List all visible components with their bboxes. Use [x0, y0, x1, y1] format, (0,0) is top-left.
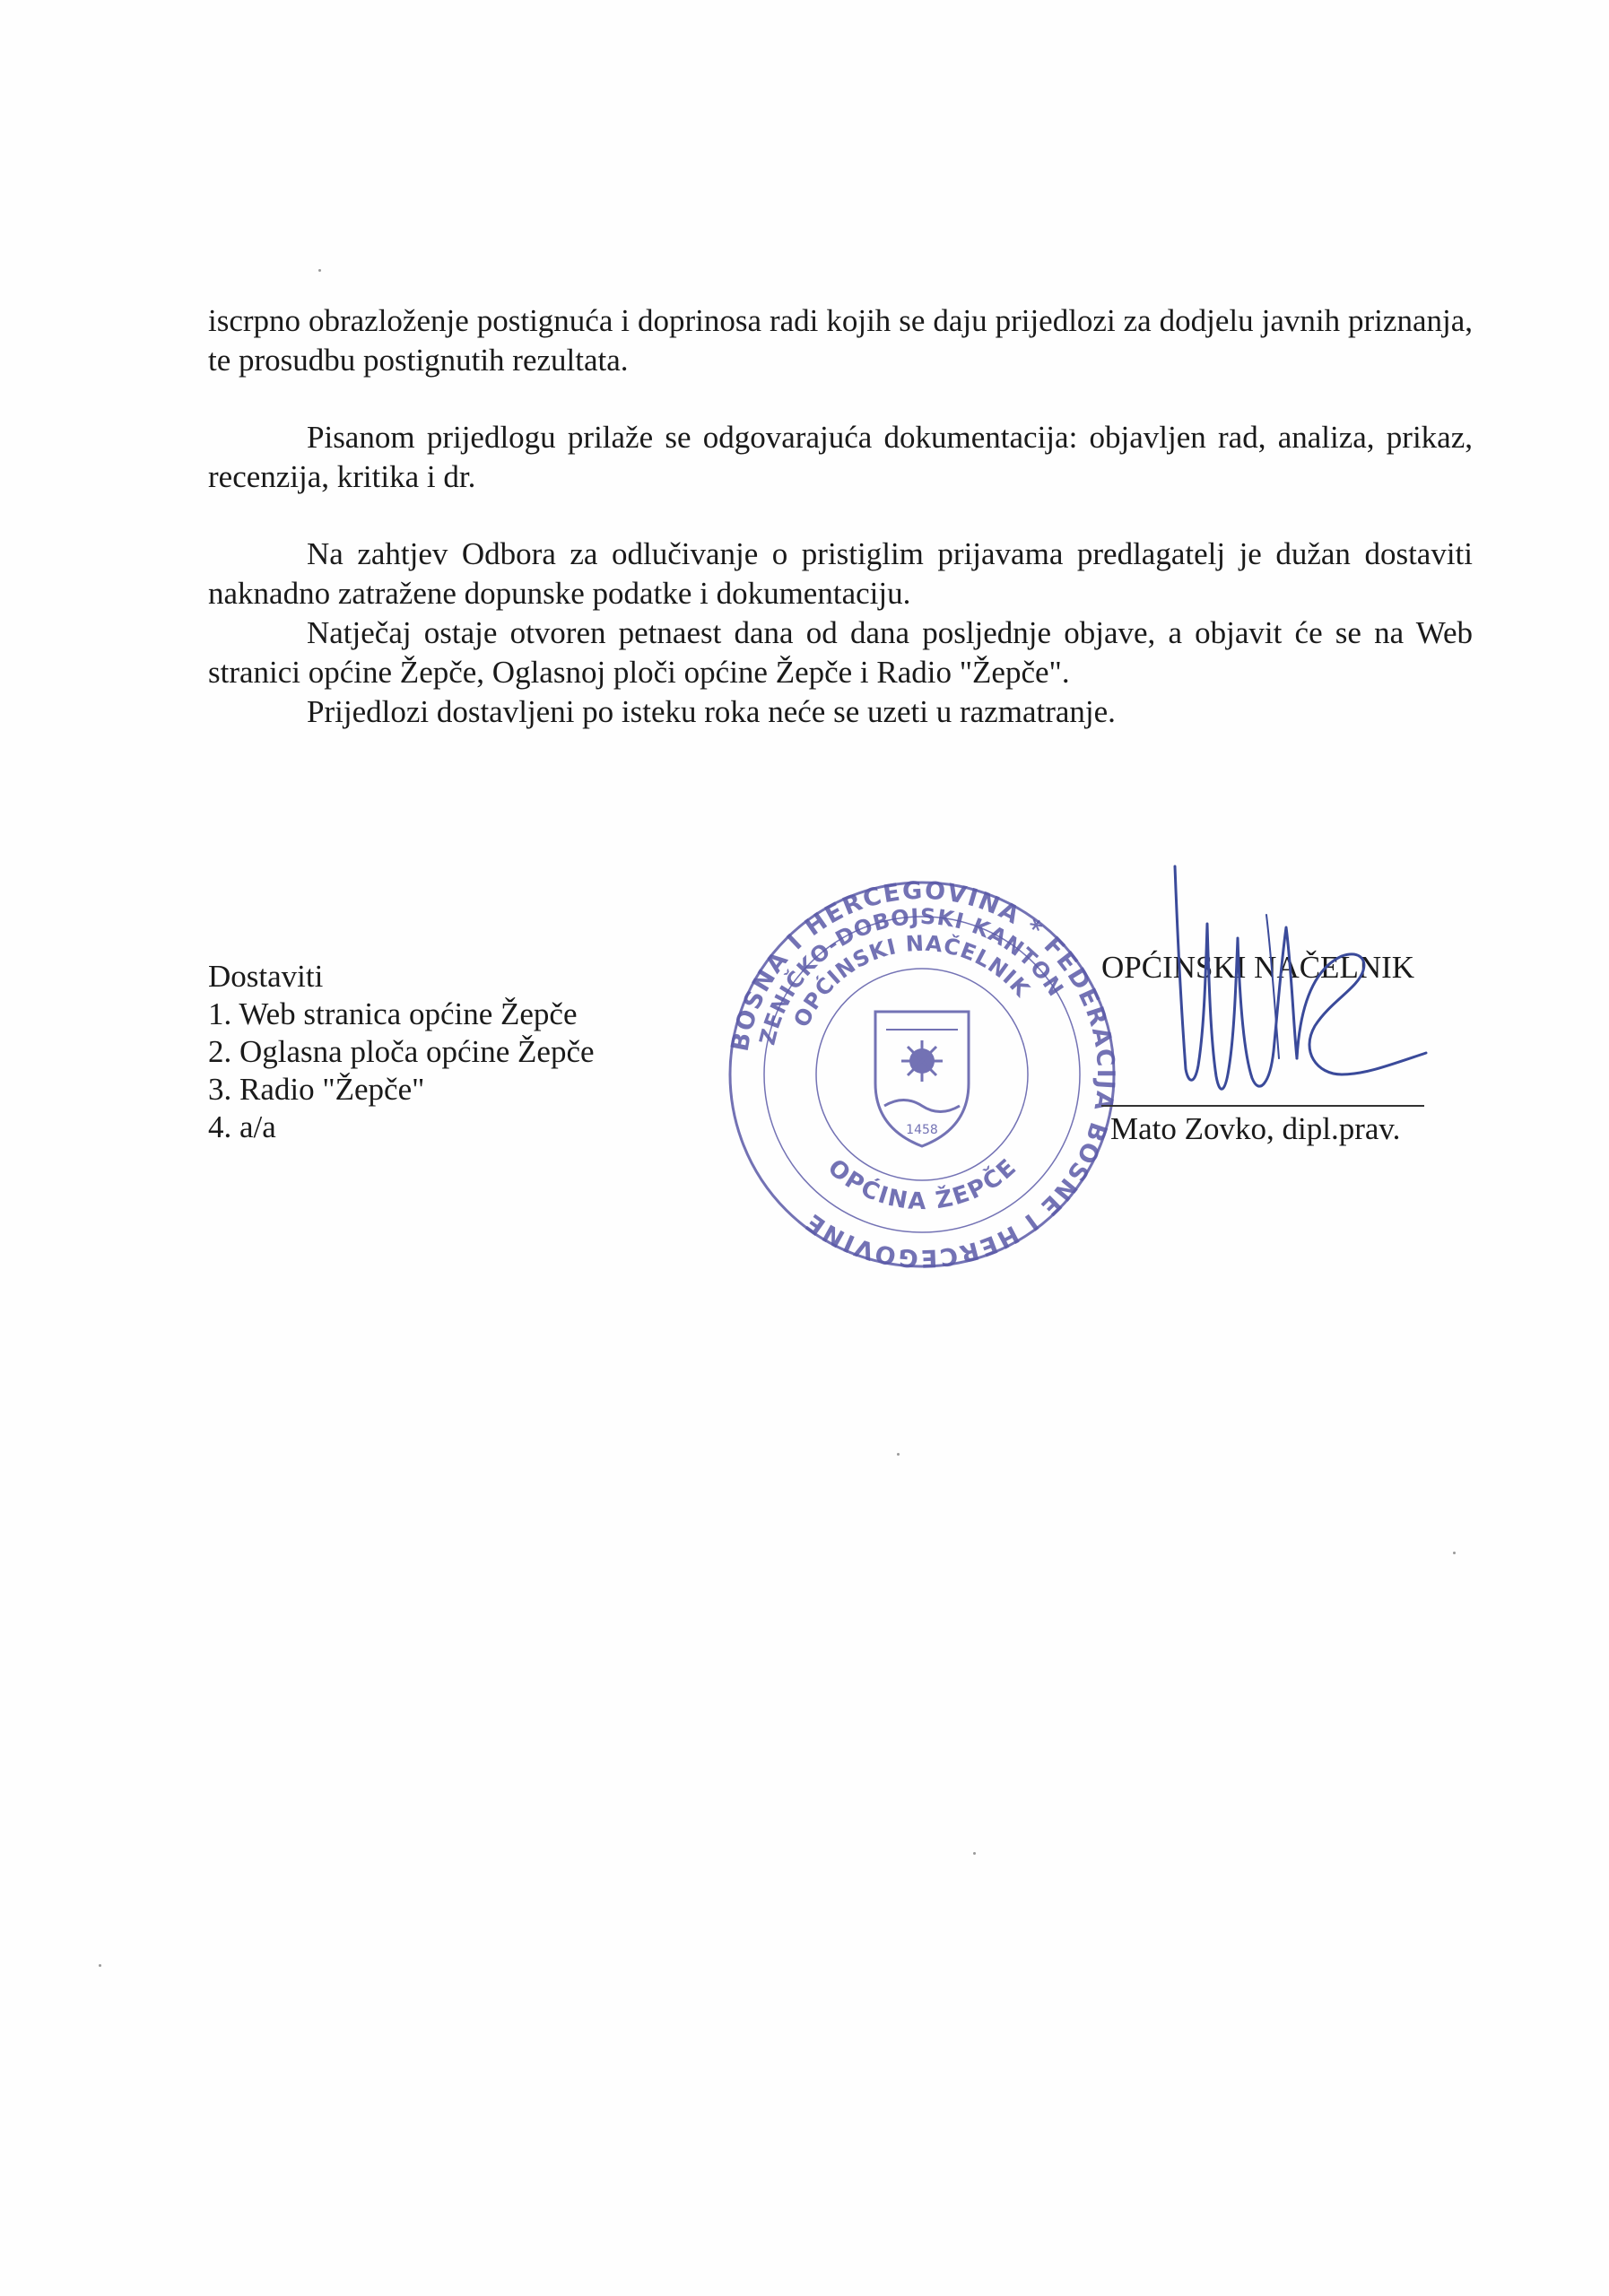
speck	[897, 1453, 900, 1456]
speck	[973, 1852, 976, 1855]
distribution-item: 1. Web stranica općine Žepče	[208, 996, 578, 1031]
official-stamp	[725, 877, 1119, 1272]
paragraph-1: iscrpno obrazloženje postignuća i doprinosa radi kojih se daju prijedlozi za dodjelu javnih priznanja, te prosudbu postignutih rezultata.	[208, 303, 1473, 378]
distribution-item: 2. Oglasna ploča općine Žepče	[208, 1034, 595, 1069]
signatory-title: OPĆINSKI NAČELNIK	[1101, 950, 1415, 985]
distribution-item: 4. a/a	[208, 1109, 276, 1144]
document-body	[208, 301, 1473, 732]
stamp-emblem-year: 1458	[906, 1123, 938, 1137]
paragraph-2: Pisanom prijedlogu prilaže se odgovarajuća dokumentacija: objavljen rad, analiza, prikaz, recenzija, kritika i dr.	[208, 420, 1473, 494]
signatory-name: Mato Zovko, dipl.prav.	[1110, 1111, 1401, 1146]
stamp-middle-text: ZENIČKO-DOBOJSKI KANTON	[754, 903, 1069, 1048]
stamp-inner-text-bottom: OPĆINA ŽEPČE	[822, 1152, 1023, 1216]
paragraph-3: Na zahtjev Odbora za odlučivanje o pristiglim prijavama predlagatelj je dužan dostaviti naknadno zatražene dopunske podatke i dokumentaciju.	[208, 536, 1473, 611]
distribution-heading: Dostaviti	[208, 959, 324, 994]
stamp-inner-text-top: OPĆINSKI NAČELNIK	[788, 930, 1035, 1031]
distribution-list	[208, 958, 595, 1146]
coat-of-arms-icon	[875, 1012, 969, 1146]
distribution-item: 3. Radio "Žepče"	[208, 1072, 425, 1107]
speck	[318, 269, 321, 272]
speck	[1453, 1552, 1456, 1554]
handwritten-signature-icon	[1166, 861, 1435, 1121]
speck	[99, 1964, 101, 1967]
stamp-outer-text: BOSNA I HERCEGOVINA * FEDERACIJA BOSNE I HERCEGOVINE	[726, 877, 1119, 1272]
paragraph-4: Natječaj ostaje otvoren petnaest dana od dana posljednje objave, a objavit će se na Web stranici općine Žepče, Oglasnoj ploči općine Žepče i Radio "Žepče".	[208, 615, 1473, 690]
paragraph-5: Prijedlozi dostavljeni po isteku roka neće se uzeti u razmatranje.	[307, 694, 1116, 729]
